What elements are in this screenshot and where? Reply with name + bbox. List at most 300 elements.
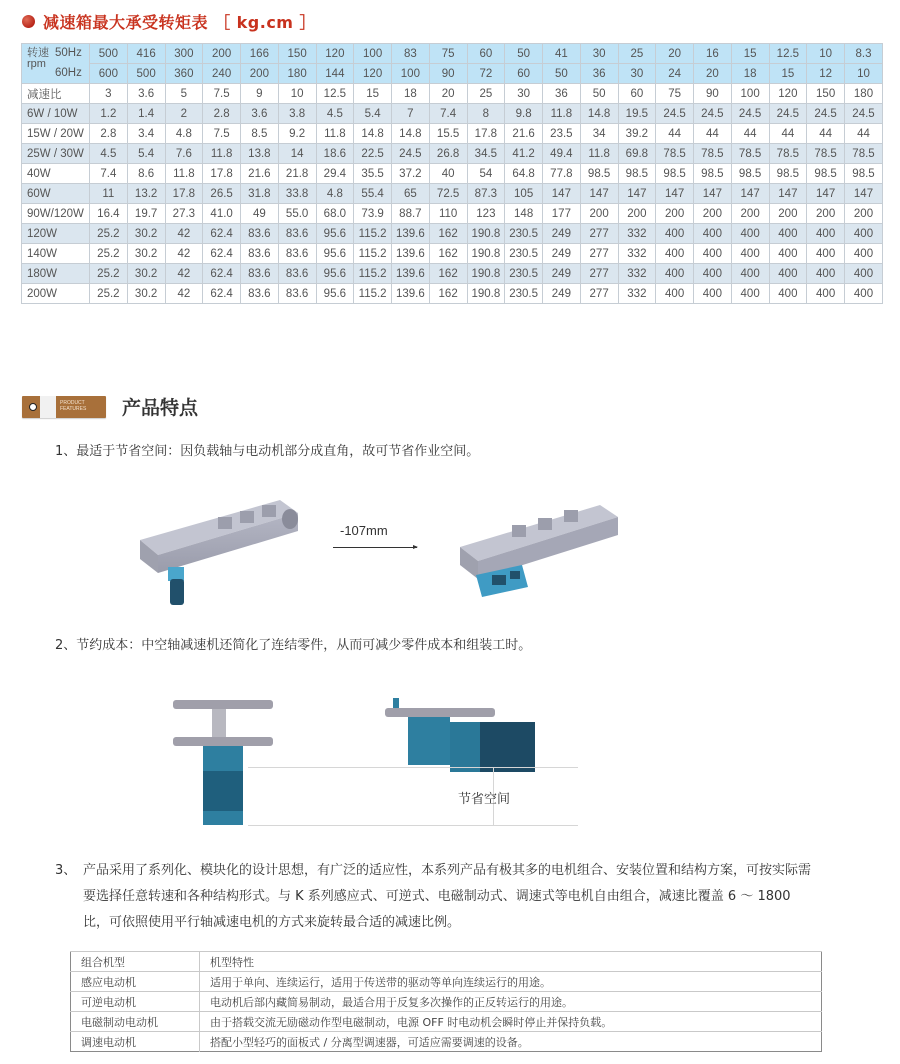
torque-cell: 24.5 <box>694 104 732 124</box>
torque-cell: 88.7 <box>392 204 430 224</box>
torque-cell: 11.8 <box>203 144 241 164</box>
motor-feature-cell: 电动机后部内藏简易制动，最适合用于反复多次操作的正反转运行的用途。 <box>200 992 822 1012</box>
rpm-50hz-cell: 100 <box>354 44 392 64</box>
rpm-50hz-cell: 8.3 <box>845 44 883 64</box>
torque-cell: 400 <box>694 284 732 304</box>
rpm-50hz-cell: 416 <box>127 44 165 64</box>
torque-cell: 200 <box>618 204 656 224</box>
rpm-50hz-cell: 10 <box>807 44 845 64</box>
ratio-cell: 3 <box>90 84 128 104</box>
title-text: 减速箱最大承受转矩表 ［ kg.cm ］ <box>43 12 317 32</box>
torque-cell: 39.2 <box>618 124 656 144</box>
torque-cell: 34.5 <box>467 144 505 164</box>
torque-cell: 200 <box>694 204 732 224</box>
torque-cell: 400 <box>769 264 807 284</box>
torque-cell: 98.5 <box>580 164 618 184</box>
torque-cell: 230.5 <box>505 264 543 284</box>
torque-cell: 9.8 <box>505 104 543 124</box>
torque-cell: 3.8 <box>278 104 316 124</box>
rpm-60hz-cell: 240 <box>203 64 241 84</box>
torque-cell: 35.5 <box>354 164 392 184</box>
ratio-cell: 36 <box>543 84 581 104</box>
torque-cell: 400 <box>731 284 769 304</box>
torque-cell: 83.6 <box>241 244 279 264</box>
torque-cell: 400 <box>845 244 883 264</box>
torque-table-title <box>22 10 316 32</box>
row-label: 60W <box>22 184 90 204</box>
torque-cell: 277 <box>580 224 618 244</box>
torque-cell: 110 <box>429 204 467 224</box>
torque-cell: 34 <box>580 124 618 144</box>
torque-cell: 64.8 <box>505 164 543 184</box>
torque-cell: 400 <box>845 284 883 304</box>
rpm-60hz-cell: 24 <box>656 64 694 84</box>
conveyor-illustration-after <box>450 495 630 605</box>
torque-cell: 11.8 <box>316 124 354 144</box>
rpm-50hz-cell: 120 <box>316 44 354 64</box>
torque-cell: 42 <box>165 284 203 304</box>
torque-cell: 23.5 <box>543 124 581 144</box>
rpm-50hz-cell: 75 <box>429 44 467 64</box>
hz60-label: 60Hz <box>55 66 82 79</box>
torque-cell: 17.8 <box>467 124 505 144</box>
torque-cell: 400 <box>807 284 845 304</box>
rpm-label-unit: rpm <box>27 58 46 70</box>
torque-cell: 230.5 <box>505 284 543 304</box>
row-label: 120W <box>22 224 90 244</box>
torque-cell: 200 <box>769 204 807 224</box>
ratio-cell: 180 <box>845 84 883 104</box>
torque-cell: 147 <box>807 184 845 204</box>
torque-cell: 26.5 <box>203 184 241 204</box>
torque-cell: 190.8 <box>467 264 505 284</box>
torque-cell: 14 <box>278 144 316 164</box>
torque-cell: 95.6 <box>316 224 354 244</box>
rpm-50hz-cell: 20 <box>656 44 694 64</box>
torque-cell: 30.2 <box>127 264 165 284</box>
torque-cell: 400 <box>656 224 694 244</box>
torque-cell: 78.5 <box>731 144 769 164</box>
torque-cell: 115.2 <box>354 244 392 264</box>
torque-cell: 98.5 <box>845 164 883 184</box>
rpm-50hz-cell: 83 <box>392 44 430 64</box>
torque-cell: 400 <box>656 264 694 284</box>
torque-cell: 7 <box>392 104 430 124</box>
feature-item-1: 1、最适于节省空间：因负载轴与电动机部分成直角，故可节省作业空间。 <box>55 444 480 459</box>
torque-cell: 190.8 <box>467 284 505 304</box>
features-heading: 产品特点 <box>122 397 199 419</box>
torque-cell: 277 <box>580 264 618 284</box>
table-row <box>22 164 883 184</box>
torque-cell: 44 <box>807 124 845 144</box>
torque-cell: 98.5 <box>731 164 769 184</box>
torque-cell: 139.6 <box>392 224 430 244</box>
table-row <box>22 224 883 244</box>
torque-cell: 147 <box>656 184 694 204</box>
torque-cell: 115.2 <box>354 264 392 284</box>
rpm-50hz-cell: 300 <box>165 44 203 64</box>
rpm-50hz-cell: 500 <box>90 44 128 64</box>
torque-cell: 83.6 <box>278 244 316 264</box>
torque-cell: 44 <box>769 124 807 144</box>
torque-cell: 24.5 <box>769 104 807 124</box>
table-row <box>71 992 822 1012</box>
rpm-60hz-cell: 36 <box>580 64 618 84</box>
reference-line-top <box>248 767 578 768</box>
ratio-cell: 50 <box>580 84 618 104</box>
torque-cell: 200 <box>580 204 618 224</box>
torque-cell: 14.8 <box>580 104 618 124</box>
torque-cell: 83.6 <box>241 264 279 284</box>
rpm-60hz-cell: 90 <box>429 64 467 84</box>
motor-type-cell: 电磁制动电动机 <box>71 1012 200 1032</box>
ratio-cell: 25 <box>467 84 505 104</box>
rpm-50hz-cell: 30 <box>580 44 618 64</box>
torque-cell: 95.6 <box>316 284 354 304</box>
torque-cell: 65 <box>392 184 430 204</box>
torque-cell: 83.6 <box>278 224 316 244</box>
torque-cell: 147 <box>543 184 581 204</box>
torque-cell: 98.5 <box>618 164 656 184</box>
torque-cell: 42 <box>165 244 203 264</box>
torque-cell: 17.8 <box>165 184 203 204</box>
table-row <box>71 1012 822 1032</box>
torque-cell: 332 <box>618 244 656 264</box>
rpm-60hz-cell: 200 <box>241 64 279 84</box>
table-row <box>22 104 883 124</box>
torque-cell: 332 <box>618 224 656 244</box>
torque-cell: 400 <box>807 264 845 284</box>
feature-item-2: 2、节约成本：中空轴减速机还简化了连结零件，从而可减少零件成本和组装工时。 <box>55 638 532 653</box>
torque-cell: 200 <box>731 204 769 224</box>
torque-cell: 8 <box>467 104 505 124</box>
torque-cell: 21.8 <box>278 164 316 184</box>
motor-type-cell: 调速电动机 <box>71 1032 200 1052</box>
torque-cell: 30.2 <box>127 244 165 264</box>
rpm-60hz-cell: 60 <box>505 64 543 84</box>
torque-cell: 18.6 <box>316 144 354 164</box>
torque-cell: 400 <box>769 244 807 264</box>
torque-cell: 11.8 <box>165 164 203 184</box>
ratio-cell: 15 <box>354 84 392 104</box>
torque-cell: 115.2 <box>354 284 392 304</box>
ratio-cell: 7.5 <box>203 84 241 104</box>
ratio-row <box>22 84 883 104</box>
torque-cell: 400 <box>845 264 883 284</box>
hz50-label: 50Hz <box>55 47 82 59</box>
torque-cell: 25.2 <box>90 264 128 284</box>
torque-cell: 190.8 <box>467 224 505 244</box>
torque-cell: 98.5 <box>656 164 694 184</box>
motor-feature-cell: 适用于单向、连续运行，适用于传送带的驱动等单向连续运行的用途。 <box>200 972 822 992</box>
product-features-tag-icon: PRODUCT FEATURES <box>22 396 106 418</box>
table-row <box>22 124 883 144</box>
torque-cell: 400 <box>731 244 769 264</box>
torque-cell: 11.8 <box>580 144 618 164</box>
torque-cell: 30.2 <box>127 224 165 244</box>
torque-cell: 21.6 <box>505 124 543 144</box>
torque-cell: 62.4 <box>203 284 241 304</box>
table-row <box>22 284 883 304</box>
table-row <box>22 204 883 224</box>
row-label: 40W <box>22 164 90 184</box>
row-label: 90W/120W <box>22 204 90 224</box>
rpm-60hz-cell: 18 <box>731 64 769 84</box>
torque-cell: 7.6 <box>165 144 203 164</box>
torque-cell: 78.5 <box>807 144 845 164</box>
torque-cell: 400 <box>656 244 694 264</box>
ratio-cell: 10 <box>278 84 316 104</box>
torque-cell: 230.5 <box>505 244 543 264</box>
torque-cell: 87.3 <box>467 184 505 204</box>
header-motor-type: 组合机型 <box>71 952 200 972</box>
torque-cell: 78.5 <box>656 144 694 164</box>
torque-cell: 69.8 <box>618 144 656 164</box>
rpm-60hz-cell: 144 <box>316 64 354 84</box>
torque-cell: 400 <box>807 224 845 244</box>
hollow-shaft-illustration <box>170 690 570 830</box>
torque-cell: 400 <box>731 264 769 284</box>
torque-cell: 22.5 <box>354 144 392 164</box>
torque-cell: 7.4 <box>429 104 467 124</box>
torque-table <box>21 43 883 304</box>
torque-cell: 44 <box>656 124 694 144</box>
rpm-50hz-cell: 41 <box>543 44 581 64</box>
torque-cell: 400 <box>694 264 732 284</box>
ratio-cell: 60 <box>618 84 656 104</box>
torque-cell: 17.8 <box>203 164 241 184</box>
rpm-50hz-cell: 150 <box>278 44 316 64</box>
torque-cell: 78.5 <box>769 144 807 164</box>
torque-cell: 77.8 <box>543 164 581 184</box>
torque-cell: 55.4 <box>354 184 392 204</box>
torque-cell: 24.5 <box>656 104 694 124</box>
rpm-60hz-cell: 72 <box>467 64 505 84</box>
rpm-50hz-cell: 166 <box>241 44 279 64</box>
table-row <box>22 264 883 284</box>
torque-cell: 4.8 <box>165 124 203 144</box>
ratio-cell: 90 <box>694 84 732 104</box>
torque-cell: 31.8 <box>241 184 279 204</box>
torque-cell: 400 <box>731 224 769 244</box>
ratio-cell: 18 <box>392 84 430 104</box>
torque-cell: 400 <box>807 244 845 264</box>
torque-cell: 19.5 <box>618 104 656 124</box>
torque-cell: 13.8 <box>241 144 279 164</box>
torque-cell: 190.8 <box>467 244 505 264</box>
torque-cell: 78.5 <box>694 144 732 164</box>
torque-cell: 15.5 <box>429 124 467 144</box>
row-label: 6W / 10W <box>22 104 90 124</box>
torque-cell: 1.2 <box>90 104 128 124</box>
rpm-50hz-cell: 60 <box>467 44 505 64</box>
torque-cell: 14.8 <box>392 124 430 144</box>
torque-cell: 147 <box>845 184 883 204</box>
torque-cell: 400 <box>845 224 883 244</box>
torque-cell: 24.5 <box>845 104 883 124</box>
torque-cell: 249 <box>543 284 581 304</box>
torque-cell: 139.6 <box>392 284 430 304</box>
torque-cell: 44 <box>694 124 732 144</box>
rpm-60hz-row <box>22 64 883 84</box>
torque-cell: 83.6 <box>241 224 279 244</box>
motor-feature-cell: 由于搭载交流无励磁动作型电磁制动，电源 OFF 时电动机会瞬时停止并保持负载。 <box>200 1012 822 1032</box>
rpm-50hz-row <box>22 44 883 64</box>
torque-cell: 25.2 <box>90 244 128 264</box>
torque-cell: 14.8 <box>354 124 392 144</box>
ratio-cell: 3.6 <box>127 84 165 104</box>
torque-cell: 98.5 <box>769 164 807 184</box>
torque-cell: 54 <box>467 164 505 184</box>
torque-cell: 44 <box>845 124 883 144</box>
torque-cell: 37.2 <box>392 164 430 184</box>
rpm-60hz-cell: 15 <box>769 64 807 84</box>
torque-cell: 98.5 <box>807 164 845 184</box>
torque-cell: 8.6 <box>127 164 165 184</box>
rpm-label-cn: 转速 <box>27 47 49 59</box>
table-row <box>22 184 883 204</box>
torque-cell: 200 <box>845 204 883 224</box>
torque-cell: 21.6 <box>241 164 279 184</box>
bullet-dot-icon <box>22 15 35 28</box>
torque-cell: 105 <box>505 184 543 204</box>
rpm-label-cell <box>22 44 90 84</box>
motor-type-cell: 感应电动机 <box>71 972 200 992</box>
torque-cell: 115.2 <box>354 224 392 244</box>
ratio-cell: 20 <box>429 84 467 104</box>
torque-cell: 26.8 <box>429 144 467 164</box>
torque-cell: 400 <box>769 284 807 304</box>
torque-cell: 98.5 <box>694 164 732 184</box>
torque-cell: 55.0 <box>278 204 316 224</box>
torque-cell: 162 <box>429 264 467 284</box>
rpm-50hz-cell: 50 <box>505 44 543 64</box>
ratio-cell: 9 <box>241 84 279 104</box>
rpm-60hz-cell: 100 <box>392 64 430 84</box>
torque-cell: 147 <box>694 184 732 204</box>
torque-cell: 147 <box>618 184 656 204</box>
torque-cell: 400 <box>694 224 732 244</box>
rpm-50hz-cell: 16 <box>694 44 732 64</box>
torque-cell: 30.2 <box>127 284 165 304</box>
torque-cell: 49 <box>241 204 279 224</box>
torque-cell: 147 <box>580 184 618 204</box>
ratio-cell: 75 <box>656 84 694 104</box>
header-motor-feature: 机型特性 <box>200 952 822 972</box>
torque-cell: 2.8 <box>90 124 128 144</box>
torque-cell: 139.6 <box>392 264 430 284</box>
reference-line-bottom <box>248 825 578 826</box>
torque-cell: 49.4 <box>543 144 581 164</box>
torque-cell: 332 <box>618 264 656 284</box>
torque-cell: 11 <box>90 184 128 204</box>
row-label: 25W / 30W <box>22 144 90 164</box>
torque-cell: 230.5 <box>505 224 543 244</box>
rpm-50hz-cell: 200 <box>203 44 241 64</box>
row-label: 200W <box>22 284 90 304</box>
torque-cell: 3.6 <box>241 104 279 124</box>
conveyor-illustration-before <box>130 495 310 615</box>
torque-cell: 24.5 <box>731 104 769 124</box>
table-row <box>71 972 822 992</box>
torque-cell: 42 <box>165 264 203 284</box>
torque-cell: 277 <box>580 244 618 264</box>
torque-cell: 11.8 <box>543 104 581 124</box>
torque-cell: 249 <box>543 224 581 244</box>
ratio-cell: 5 <box>165 84 203 104</box>
torque-cell: 83.6 <box>241 284 279 304</box>
torque-cell: 8.5 <box>241 124 279 144</box>
ratio-cell: 12.5 <box>316 84 354 104</box>
ratio-cell: 120 <box>769 84 807 104</box>
torque-cell: 162 <box>429 244 467 264</box>
motor-combination-table <box>70 951 822 1052</box>
torque-cell: 139.6 <box>392 244 430 264</box>
rpm-60hz-cell: 180 <box>278 64 316 84</box>
motor-feature-cell: 搭配小型轻巧的面板式 / 分离型调速器，可适应需要调速的设备。 <box>200 1032 822 1052</box>
table-row <box>22 144 883 164</box>
torque-cell: 62.4 <box>203 244 241 264</box>
torque-cell: 162 <box>429 224 467 244</box>
torque-cell: 4.8 <box>316 184 354 204</box>
torque-cell: 147 <box>769 184 807 204</box>
table-row <box>22 244 883 264</box>
torque-cell: 9.2 <box>278 124 316 144</box>
torque-cell: 16.4 <box>90 204 128 224</box>
table-row <box>71 1032 822 1052</box>
torque-cell: 24.5 <box>392 144 430 164</box>
torque-cell: 5.4 <box>354 104 392 124</box>
torque-cell: 27.3 <box>165 204 203 224</box>
torque-cell: 95.6 <box>316 264 354 284</box>
rpm-50hz-cell: 25 <box>618 44 656 64</box>
rpm-60hz-cell: 120 <box>354 64 392 84</box>
torque-cell: 7.5 <box>203 124 241 144</box>
ratio-cell: 100 <box>731 84 769 104</box>
torque-cell: 249 <box>543 244 581 264</box>
row-label: 15W / 20W <box>22 124 90 144</box>
torque-cell: 29.4 <box>316 164 354 184</box>
torque-cell: 400 <box>656 284 694 304</box>
torque-cell: 400 <box>769 224 807 244</box>
torque-cell: 44 <box>731 124 769 144</box>
torque-cell: 162 <box>429 284 467 304</box>
rpm-60hz-cell: 12 <box>807 64 845 84</box>
torque-cell: 78.5 <box>845 144 883 164</box>
space-saving-label: 节省空间 <box>458 792 511 807</box>
rpm-60hz-cell: 30 <box>618 64 656 84</box>
torque-cell: 147 <box>731 184 769 204</box>
torque-cell: 2.8 <box>203 104 241 124</box>
feature-item-3: 3、 产品采用了系列化、模块化的设计思想，有广泛的适应性，本系列产品有极其多的电机组合、安装位置和结构方案，可按实际需要选择任意转速和各种结构形式。与 K 系列感应式、可逆式、电磁制动式、调速式等电机自由组合，减速比覆盖 6 ～ 1800 比，可依照使用平行轴减速电机的方式来旋转最合适的减速比例。 <box>55 863 812 930</box>
torque-cell: 40 <box>429 164 467 184</box>
rpm-60hz-cell: 10 <box>845 64 883 84</box>
rpm-60hz-cell: 500 <box>127 64 165 84</box>
torque-cell: 25.2 <box>90 224 128 244</box>
torque-cell: 4.5 <box>316 104 354 124</box>
torque-cell: 4.5 <box>90 144 128 164</box>
torque-cell: 62.4 <box>203 224 241 244</box>
torque-cell: 123 <box>467 204 505 224</box>
torque-cell: 42 <box>165 224 203 244</box>
torque-cell: 62.4 <box>203 264 241 284</box>
torque-cell: 24.5 <box>807 104 845 124</box>
torque-cell: 25.2 <box>90 284 128 304</box>
torque-cell: 400 <box>694 244 732 264</box>
ratio-cell: 150 <box>807 84 845 104</box>
motor-table-header <box>71 952 822 972</box>
torque-cell: 72.5 <box>429 184 467 204</box>
